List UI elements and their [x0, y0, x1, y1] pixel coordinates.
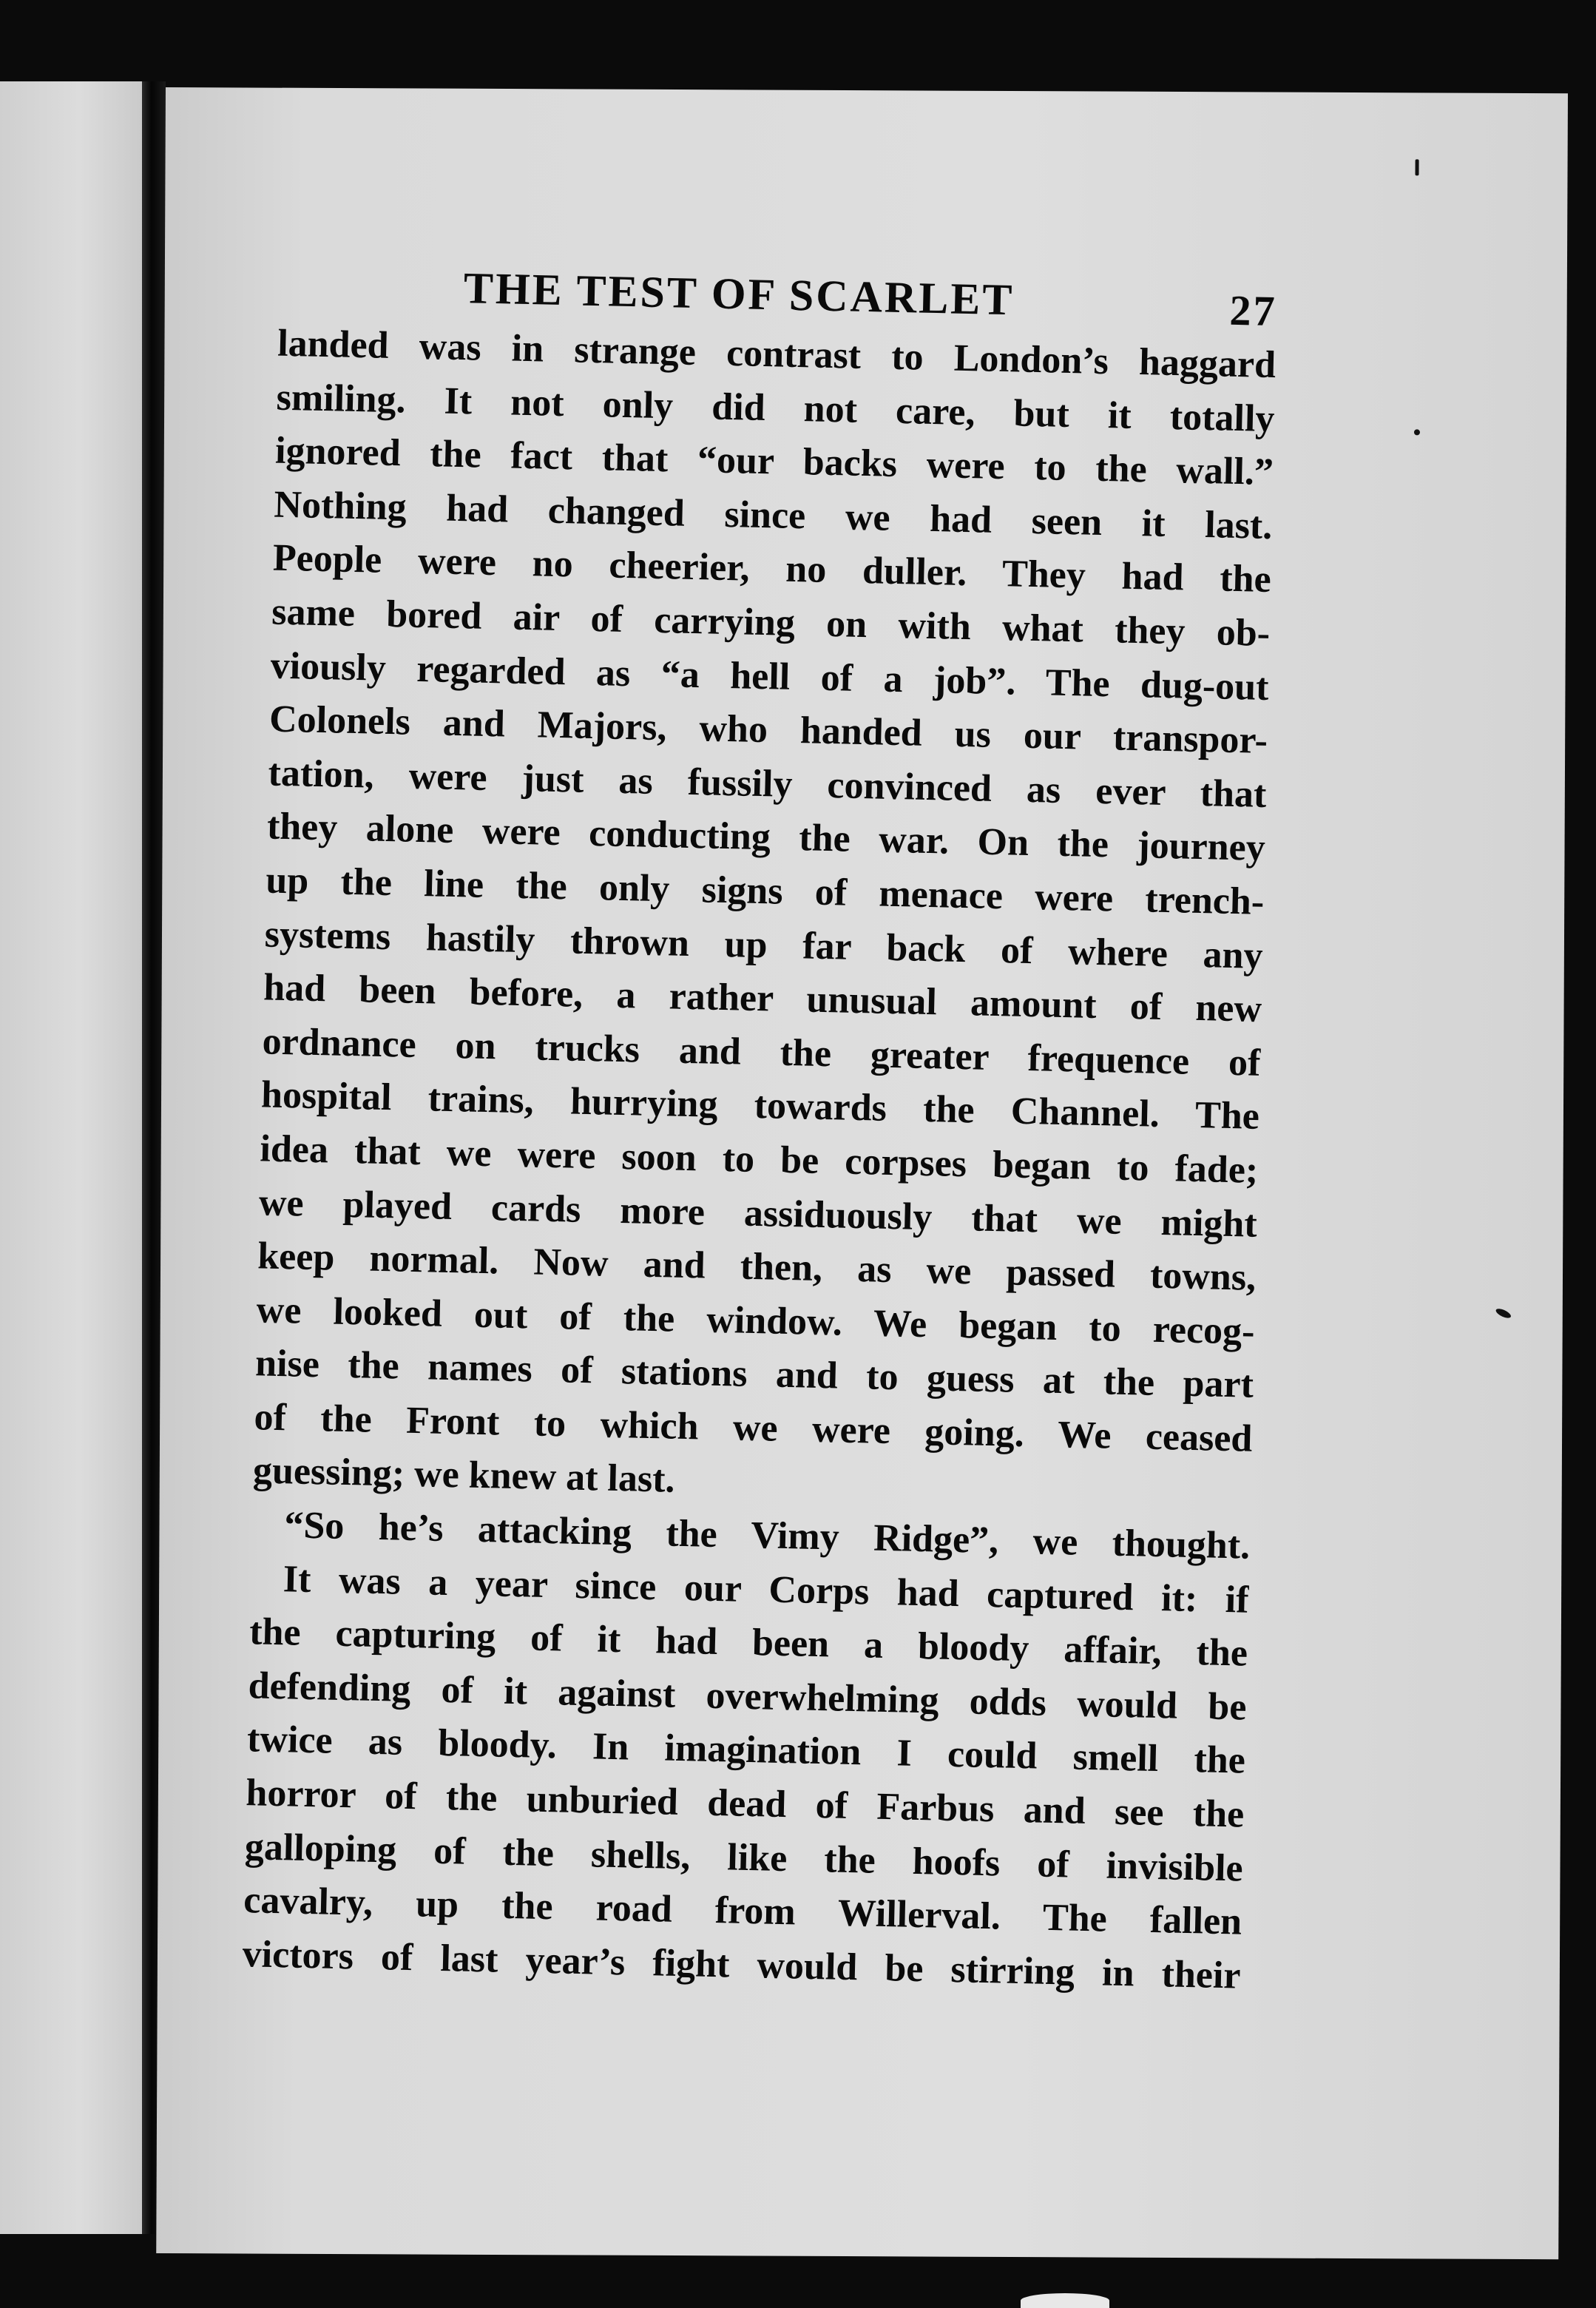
text-line: same bored air of carrying on with what they ob- [271, 590, 1271, 655]
text-line: we looked out of the window. We began to recog- [256, 1289, 1256, 1353]
text-line: landed was in strange contrast to London’s haggard [277, 322, 1277, 387]
text-line: of the Front to which we were going. We ceased [254, 1396, 1253, 1460]
text-line: the capturing of it had been a bloody affair, the [248, 1610, 1248, 1675]
text-line: cavalry, up the road from Willerval. The fallen [243, 1879, 1242, 1943]
text-line: It was a year since our Corps had captured it: if [283, 1557, 1250, 1622]
text-line: hospital trains, hurrying towards the Channel. The [260, 1073, 1260, 1138]
text-line: defending of it against overwhelming odds would be [248, 1664, 1248, 1729]
text-line: idea that we were soon to be corpses began to fade; [259, 1127, 1259, 1192]
text-line: victors of last year’s fight would be stirring in their [242, 1932, 1242, 1997]
text-line: viously regarded as “a hell of a job”. The dug-out [270, 644, 1270, 709]
text-line: horror of the unburied dead of Farbus and see the [245, 1772, 1245, 1836]
text-line: keep normal. Now and then, as we passed towns, [257, 1235, 1257, 1299]
text-line: they alone were conducting the war. On the journey [266, 805, 1266, 870]
text-line: ordnance on trucks and the greater frequence of [262, 1020, 1262, 1084]
text-line: had been before, a rather unusual amount of new [263, 966, 1262, 1031]
facing-page-edge [0, 81, 145, 2234]
text-line: Colonels and Majors, who handed us our transpor- [268, 698, 1268, 763]
text-line: galloping of the shells, like the hoofs of invisible [244, 1825, 1244, 1890]
text-line: Nothing had changed since we had seen it last. [273, 483, 1273, 547]
text-line: twice as bloody. In imagination I could smell the [246, 1718, 1246, 1783]
text-line: we played cards more assiduously that we might [258, 1181, 1258, 1246]
text-line: People were no cheerier, no duller. They had the [272, 536, 1272, 601]
text-line: ignored the fact that “our backs were to the wall.” [274, 429, 1274, 494]
scan-speck [1415, 159, 1419, 175]
page-bottom-edge [1021, 2293, 1109, 2308]
page-text-block [242, 251, 1278, 2003]
scan-speck [1414, 429, 1420, 435]
running-head-title: THE TEST OF SCARLET [463, 263, 1015, 325]
text-line: “So he’s attacking the Vimy Ridge”, we thought. [283, 1504, 1251, 1568]
text-line: tation, were just as fussily convinced as ever that [268, 752, 1267, 816]
text-line: nise the names of stations and to guess at the part [254, 1342, 1254, 1407]
book-page [156, 87, 1568, 2259]
text-line: up the line the only signs of menace were trench- [265, 859, 1265, 923]
text-line: systems hastily thrown up far back of where any [264, 912, 1264, 977]
text-line: smiling. It not only did not care, but it totally [276, 376, 1276, 440]
text-line: guessing; we knew at last. [252, 1449, 676, 1502]
scan-speck [1495, 1307, 1512, 1320]
page-number: 27 [1228, 286, 1278, 336]
